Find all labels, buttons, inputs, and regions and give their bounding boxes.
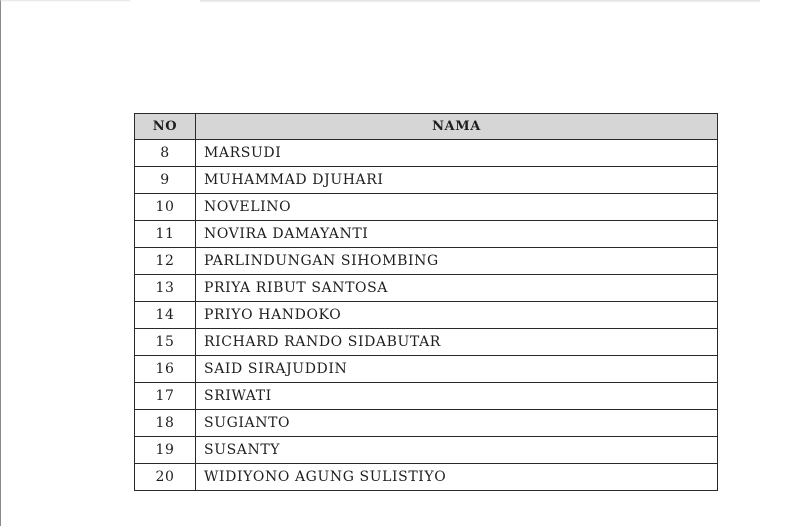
table-row — [135, 248, 718, 275]
row-name: MARSUDI — [196, 140, 718, 167]
row-number: 17 — [135, 383, 196, 410]
scan-top-shadow — [200, 0, 760, 3]
header-nama: NAMA — [196, 114, 718, 140]
table-row — [135, 194, 718, 221]
table-row — [135, 140, 718, 167]
row-number: 9 — [135, 167, 196, 194]
table-row — [135, 437, 718, 464]
row-number: 13 — [135, 275, 196, 302]
table-row — [135, 410, 718, 437]
row-number: 11 — [135, 221, 196, 248]
table-row — [135, 356, 718, 383]
row-number: 14 — [135, 302, 196, 329]
names-table — [134, 113, 718, 491]
row-number: 10 — [135, 194, 196, 221]
row-number: 8 — [135, 140, 196, 167]
row-number: 19 — [135, 437, 196, 464]
table-row — [135, 383, 718, 410]
table-row — [135, 167, 718, 194]
row-name: PRIYO HANDOKO — [196, 302, 718, 329]
row-name: SUGIANTO — [196, 410, 718, 437]
header-no: NO — [135, 114, 196, 140]
row-name: NOVELINO — [196, 194, 718, 221]
row-number: 16 — [135, 356, 196, 383]
table-row — [135, 329, 718, 356]
row-name: SRIWATI — [196, 383, 718, 410]
row-number: 15 — [135, 329, 196, 356]
row-number: 20 — [135, 464, 196, 491]
scan-top-shadow-left — [0, 0, 130, 2]
row-number: 18 — [135, 410, 196, 437]
row-name: MUHAMMAD DJUHARI — [196, 167, 718, 194]
table-row — [135, 221, 718, 248]
table-body — [135, 140, 718, 491]
row-name: PARLINDUNGAN SIHOMBING — [196, 248, 718, 275]
table-row — [135, 302, 718, 329]
page-left-edge — [0, 0, 1, 526]
table-row — [135, 275, 718, 302]
row-name: NOVIRA DAMAYANTI — [196, 221, 718, 248]
row-name: SAID SIRAJUDDIN — [196, 356, 718, 383]
row-name: RICHARD RANDO SIDABUTAR — [196, 329, 718, 356]
table-header — [135, 114, 718, 140]
header-row — [135, 114, 718, 140]
row-name: SUSANTY — [196, 437, 718, 464]
row-number: 12 — [135, 248, 196, 275]
table-row — [135, 464, 718, 491]
row-name: WIDIYONO AGUNG SULISTIYO — [196, 464, 718, 491]
row-name: PRIYA RIBUT SANTOSA — [196, 275, 718, 302]
